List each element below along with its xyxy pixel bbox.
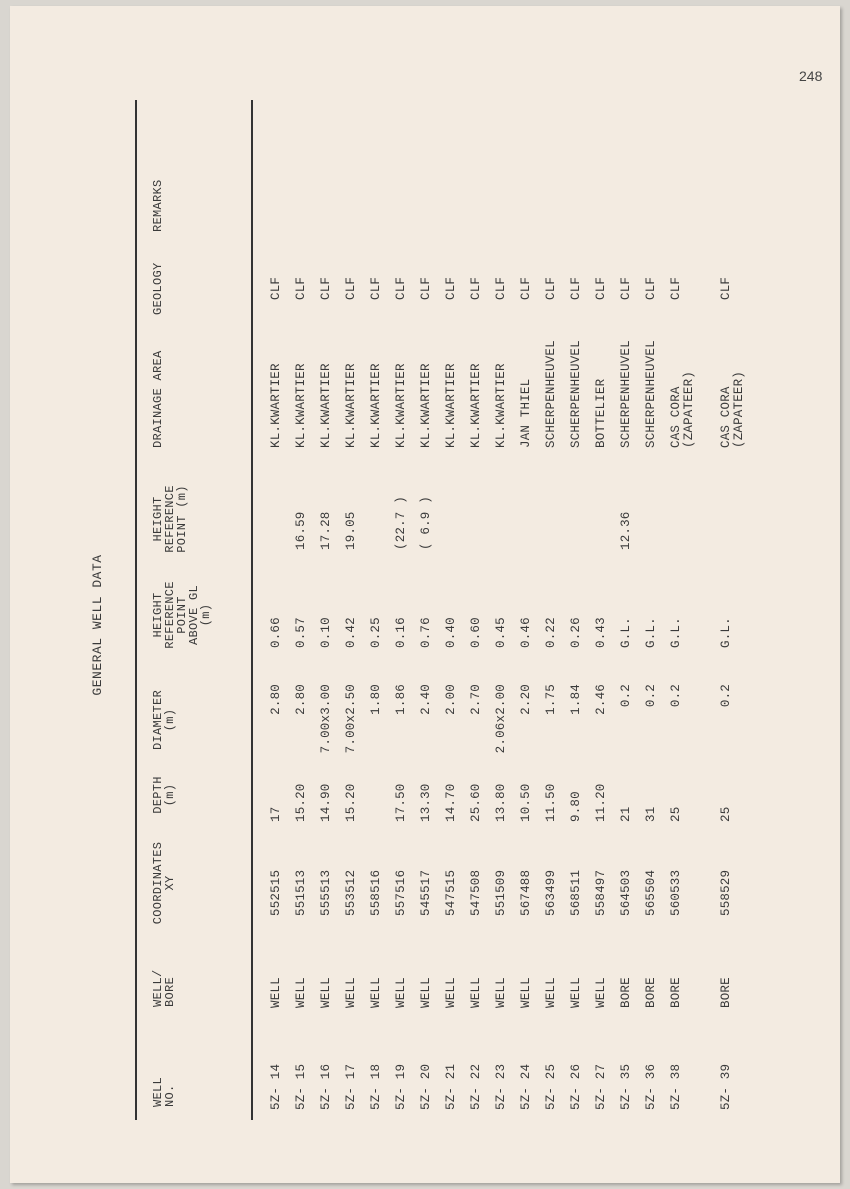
cell-dia: 0.2 <box>719 684 733 708</box>
cell-dia: 2.06x2.00 <box>494 684 508 754</box>
cell-area: KL.KWARTIER <box>319 363 333 448</box>
cell-dia: 1.84 <box>569 684 583 715</box>
cell-href: ( 6.9 ) <box>419 496 433 550</box>
table-row <box>395 100 420 1150</box>
cell-area: SCHERPENHEUVEL <box>544 340 558 448</box>
table-row <box>720 100 745 1150</box>
cell-depth: 11.50 <box>544 783 558 822</box>
cell-area: CAS CORA (ZAPATEER) <box>719 370 746 448</box>
cell-no: 5Z- 26 <box>569 1063 583 1110</box>
page-number: 248 <box>799 68 823 84</box>
cell-area: SCHERPENHEUVEL <box>619 340 633 448</box>
cell-dia: 1.80 <box>369 684 383 715</box>
table-row <box>270 100 295 1150</box>
table-title: GENERAL WELL DATA <box>90 554 105 696</box>
cell-no: 5Z- 16 <box>319 1063 333 1110</box>
cell-no: 5Z- 21 <box>444 1063 458 1110</box>
cell-dia: 2.46 <box>594 684 608 715</box>
header-geology: GEOLOGY <box>151 262 165 315</box>
cell-depth: 14.70 <box>444 783 458 822</box>
cell-type: BORE <box>644 977 658 1008</box>
cell-dia: 2.70 <box>469 684 483 715</box>
cell-type: WELL <box>569 977 583 1008</box>
cell-area: KL.KWARTIER <box>344 363 358 448</box>
cell-type: WELL <box>469 977 483 1008</box>
cell-no: 5Z- 19 <box>394 1063 408 1110</box>
cell-geo: CLF <box>269 276 283 300</box>
cell-geo: CLF <box>544 276 558 300</box>
cell-type: WELL <box>319 977 333 1008</box>
header-diameter: DIAMETER (m) <box>151 690 177 751</box>
cell-href: 17.28 <box>319 511 333 550</box>
cell-xy: 547515 <box>444 869 458 916</box>
cell-xy: 567488 <box>519 869 533 916</box>
cell-no: 5Z- 23 <box>494 1063 508 1110</box>
header-coordinates: COORDINATES XY <box>151 841 177 925</box>
cell-area: KL.KWARTIER <box>419 363 433 448</box>
cell-xy: 545517 <box>419 869 433 916</box>
cell-depth: 25.60 <box>469 783 483 822</box>
cell-depth: 15.20 <box>294 783 308 822</box>
cell-area: KL.KWARTIER <box>444 363 458 448</box>
cell-no: 5Z- 27 <box>594 1063 608 1110</box>
cell-geo: CLF <box>719 276 733 300</box>
cell-xy: 547508 <box>469 869 483 916</box>
cell-type: WELL <box>394 977 408 1008</box>
cell-type: WELL <box>344 977 358 1008</box>
cell-dia: 7.00x3.00 <box>319 684 333 754</box>
cell-area: KL.KWARTIER <box>369 363 383 448</box>
cell-xy: 555513 <box>319 869 333 916</box>
cell-no: 5Z- 22 <box>469 1063 483 1110</box>
cell-type: WELL <box>544 977 558 1008</box>
cell-geo: CLF <box>569 276 583 300</box>
cell-depth: 11.20 <box>594 783 608 822</box>
cell-depth: 21 <box>619 806 633 822</box>
cell-area: KL.KWARTIER <box>294 363 308 448</box>
cell-depth: 13.80 <box>494 783 508 822</box>
cell-depth: 14.90 <box>319 783 333 822</box>
cell-depth: 13.30 <box>419 783 433 822</box>
cell-geo: CLF <box>394 276 408 300</box>
cell-no: 5Z- 15 <box>294 1063 308 1110</box>
cell-geo: CLF <box>444 276 458 300</box>
cell-xy: 558497 <box>594 869 608 916</box>
cell-href: 16.59 <box>294 511 308 550</box>
header-bottom-rule <box>251 100 253 1120</box>
cell-dia: 0.2 <box>619 684 633 708</box>
header-well-bore: WELL/ BORE <box>151 969 177 1007</box>
cell-hag: 0.60 <box>469 617 483 648</box>
cell-dia: 2.80 <box>269 684 283 715</box>
cell-type: WELL <box>594 977 608 1008</box>
cell-xy: 565504 <box>644 869 658 916</box>
table-row <box>670 100 695 1150</box>
cell-type: WELL <box>369 977 383 1008</box>
cell-dia: 1.86 <box>394 684 408 715</box>
cell-xy: 560533 <box>669 869 683 916</box>
table-row <box>470 100 495 1150</box>
table-row <box>620 100 645 1150</box>
cell-no: 5Z- 35 <box>619 1063 633 1110</box>
cell-depth: 25 <box>669 806 683 822</box>
cell-type: BORE <box>669 977 683 1008</box>
table-row <box>495 100 520 1150</box>
cell-geo: CLF <box>519 276 533 300</box>
table-row <box>595 100 620 1150</box>
cell-no: 5Z- 39 <box>719 1063 733 1110</box>
cell-no: 5Z- 20 <box>419 1063 433 1110</box>
cell-hag: 0.40 <box>444 617 458 648</box>
cell-hag: 0.22 <box>544 617 558 648</box>
cell-hag: 0.66 <box>269 617 283 648</box>
cell-no: 5Z- 24 <box>519 1063 533 1110</box>
table-row <box>420 100 445 1150</box>
cell-area: KL.KWARTIER <box>394 363 408 448</box>
cell-xy: 552515 <box>269 869 283 916</box>
cell-hag: G.L. <box>644 617 658 648</box>
cell-dia: 2.20 <box>519 684 533 715</box>
cell-dia: 0.2 <box>644 684 658 708</box>
cell-hag: 0.26 <box>569 617 583 648</box>
cell-depth: 9.80 <box>569 791 583 822</box>
cell-type: WELL <box>294 977 308 1008</box>
cell-geo: CLF <box>644 276 658 300</box>
cell-area: KL.KWARTIER <box>269 363 283 448</box>
cell-hag: 0.16 <box>394 617 408 648</box>
cell-hag: 0.43 <box>594 617 608 648</box>
cell-hag: 0.42 <box>344 617 358 648</box>
cell-xy: 564503 <box>619 869 633 916</box>
cell-geo: CLF <box>494 276 508 300</box>
cell-area: KL.KWARTIER <box>494 363 508 448</box>
table-row <box>645 100 670 1150</box>
cell-hag: G.L. <box>669 617 683 648</box>
table-row <box>320 100 345 1150</box>
header-drainage-area: DRAINAGE AREA <box>151 350 165 448</box>
cell-hag: 0.45 <box>494 617 508 648</box>
cell-geo: CLF <box>369 276 383 300</box>
table-row <box>520 100 545 1150</box>
cell-geo: CLF <box>619 276 633 300</box>
cell-geo: CLF <box>344 276 358 300</box>
cell-area: BOTTELIER <box>594 378 608 448</box>
cell-area: KL.KWARTIER <box>469 363 483 448</box>
cell-type: WELL <box>494 977 508 1008</box>
table-row <box>445 100 470 1150</box>
cell-xy: 568511 <box>569 869 583 916</box>
cell-xy: 553512 <box>344 869 358 916</box>
cell-xy: 551509 <box>494 869 508 916</box>
header-well-no: WELL NO. <box>151 1076 177 1107</box>
cell-no: 5Z- 17 <box>344 1063 358 1110</box>
cell-depth: 17 <box>269 806 283 822</box>
cell-dia: 2.80 <box>294 684 308 715</box>
cell-xy: 551513 <box>294 869 308 916</box>
rotated-table-region <box>90 100 810 1150</box>
cell-depth: 15.20 <box>344 783 358 822</box>
cell-type: WELL <box>269 977 283 1008</box>
cell-geo: CLF <box>419 276 433 300</box>
cell-hag: 0.46 <box>519 617 533 648</box>
cell-hag: 0.25 <box>369 617 383 648</box>
cell-hag: 0.76 <box>419 617 433 648</box>
cell-geo: CLF <box>319 276 333 300</box>
cell-depth: 25 <box>719 806 733 822</box>
header-height-ref-above-gl: HEIGHT REFERENCE POINT ABOVE GL (m) <box>151 581 213 649</box>
cell-geo: CLF <box>669 276 683 300</box>
cell-dia: 1.75 <box>544 684 558 715</box>
cell-geo: CLF <box>469 276 483 300</box>
cell-no: 5Z- 18 <box>369 1063 383 1110</box>
cell-dia: 2.40 <box>419 684 433 715</box>
table-row <box>370 100 395 1150</box>
cell-hag: 0.10 <box>319 617 333 648</box>
cell-depth: 10.50 <box>519 783 533 822</box>
cell-area: SCHERPENHEUVEL <box>569 340 583 448</box>
cell-href: 19.05 <box>344 511 358 550</box>
cell-type: WELL <box>519 977 533 1008</box>
cell-type: WELL <box>444 977 458 1008</box>
cell-href: 12.36 <box>619 511 633 550</box>
cell-hag: G.L. <box>619 617 633 648</box>
cell-no: 5Z- 38 <box>669 1063 683 1110</box>
cell-geo: CLF <box>294 276 308 300</box>
cell-dia: 0.2 <box>669 684 683 708</box>
cell-hag: 0.57 <box>294 617 308 648</box>
cell-type: BORE <box>719 977 733 1008</box>
table-row <box>295 100 320 1150</box>
header-depth: DEPTH (m) <box>151 776 177 814</box>
header-remarks: REMARKS <box>151 179 165 232</box>
table-row <box>345 100 370 1150</box>
cell-depth: 17.50 <box>394 783 408 822</box>
cell-xy: 557516 <box>394 869 408 916</box>
cell-xy: 558516 <box>369 869 383 916</box>
header-height-ref: HEIGHT REFERENCE POINT (m) <box>151 485 189 553</box>
cell-xy: 563499 <box>544 869 558 916</box>
cell-type: WELL <box>419 977 433 1008</box>
header-top-rule <box>135 100 137 1120</box>
table-row <box>570 100 595 1150</box>
table-row <box>545 100 570 1150</box>
cell-area: CAS CORA (ZAPATEER) <box>669 370 696 448</box>
cell-type: BORE <box>619 977 633 1008</box>
cell-dia: 2.00 <box>444 684 458 715</box>
cell-area: JAN THIEL <box>519 378 533 448</box>
cell-hag: G.L. <box>719 617 733 648</box>
cell-no: 5Z- 36 <box>644 1063 658 1110</box>
cell-href: (22.7 ) <box>394 496 408 550</box>
cell-geo: CLF <box>594 276 608 300</box>
cell-no: 5Z- 25 <box>544 1063 558 1110</box>
cell-dia: 7.00x2.50 <box>344 684 358 754</box>
cell-xy: 558529 <box>719 869 733 916</box>
cell-area: SCHERPENHEUVEL <box>644 340 658 448</box>
cell-no: 5Z- 14 <box>269 1063 283 1110</box>
cell-depth: 31 <box>644 806 658 822</box>
